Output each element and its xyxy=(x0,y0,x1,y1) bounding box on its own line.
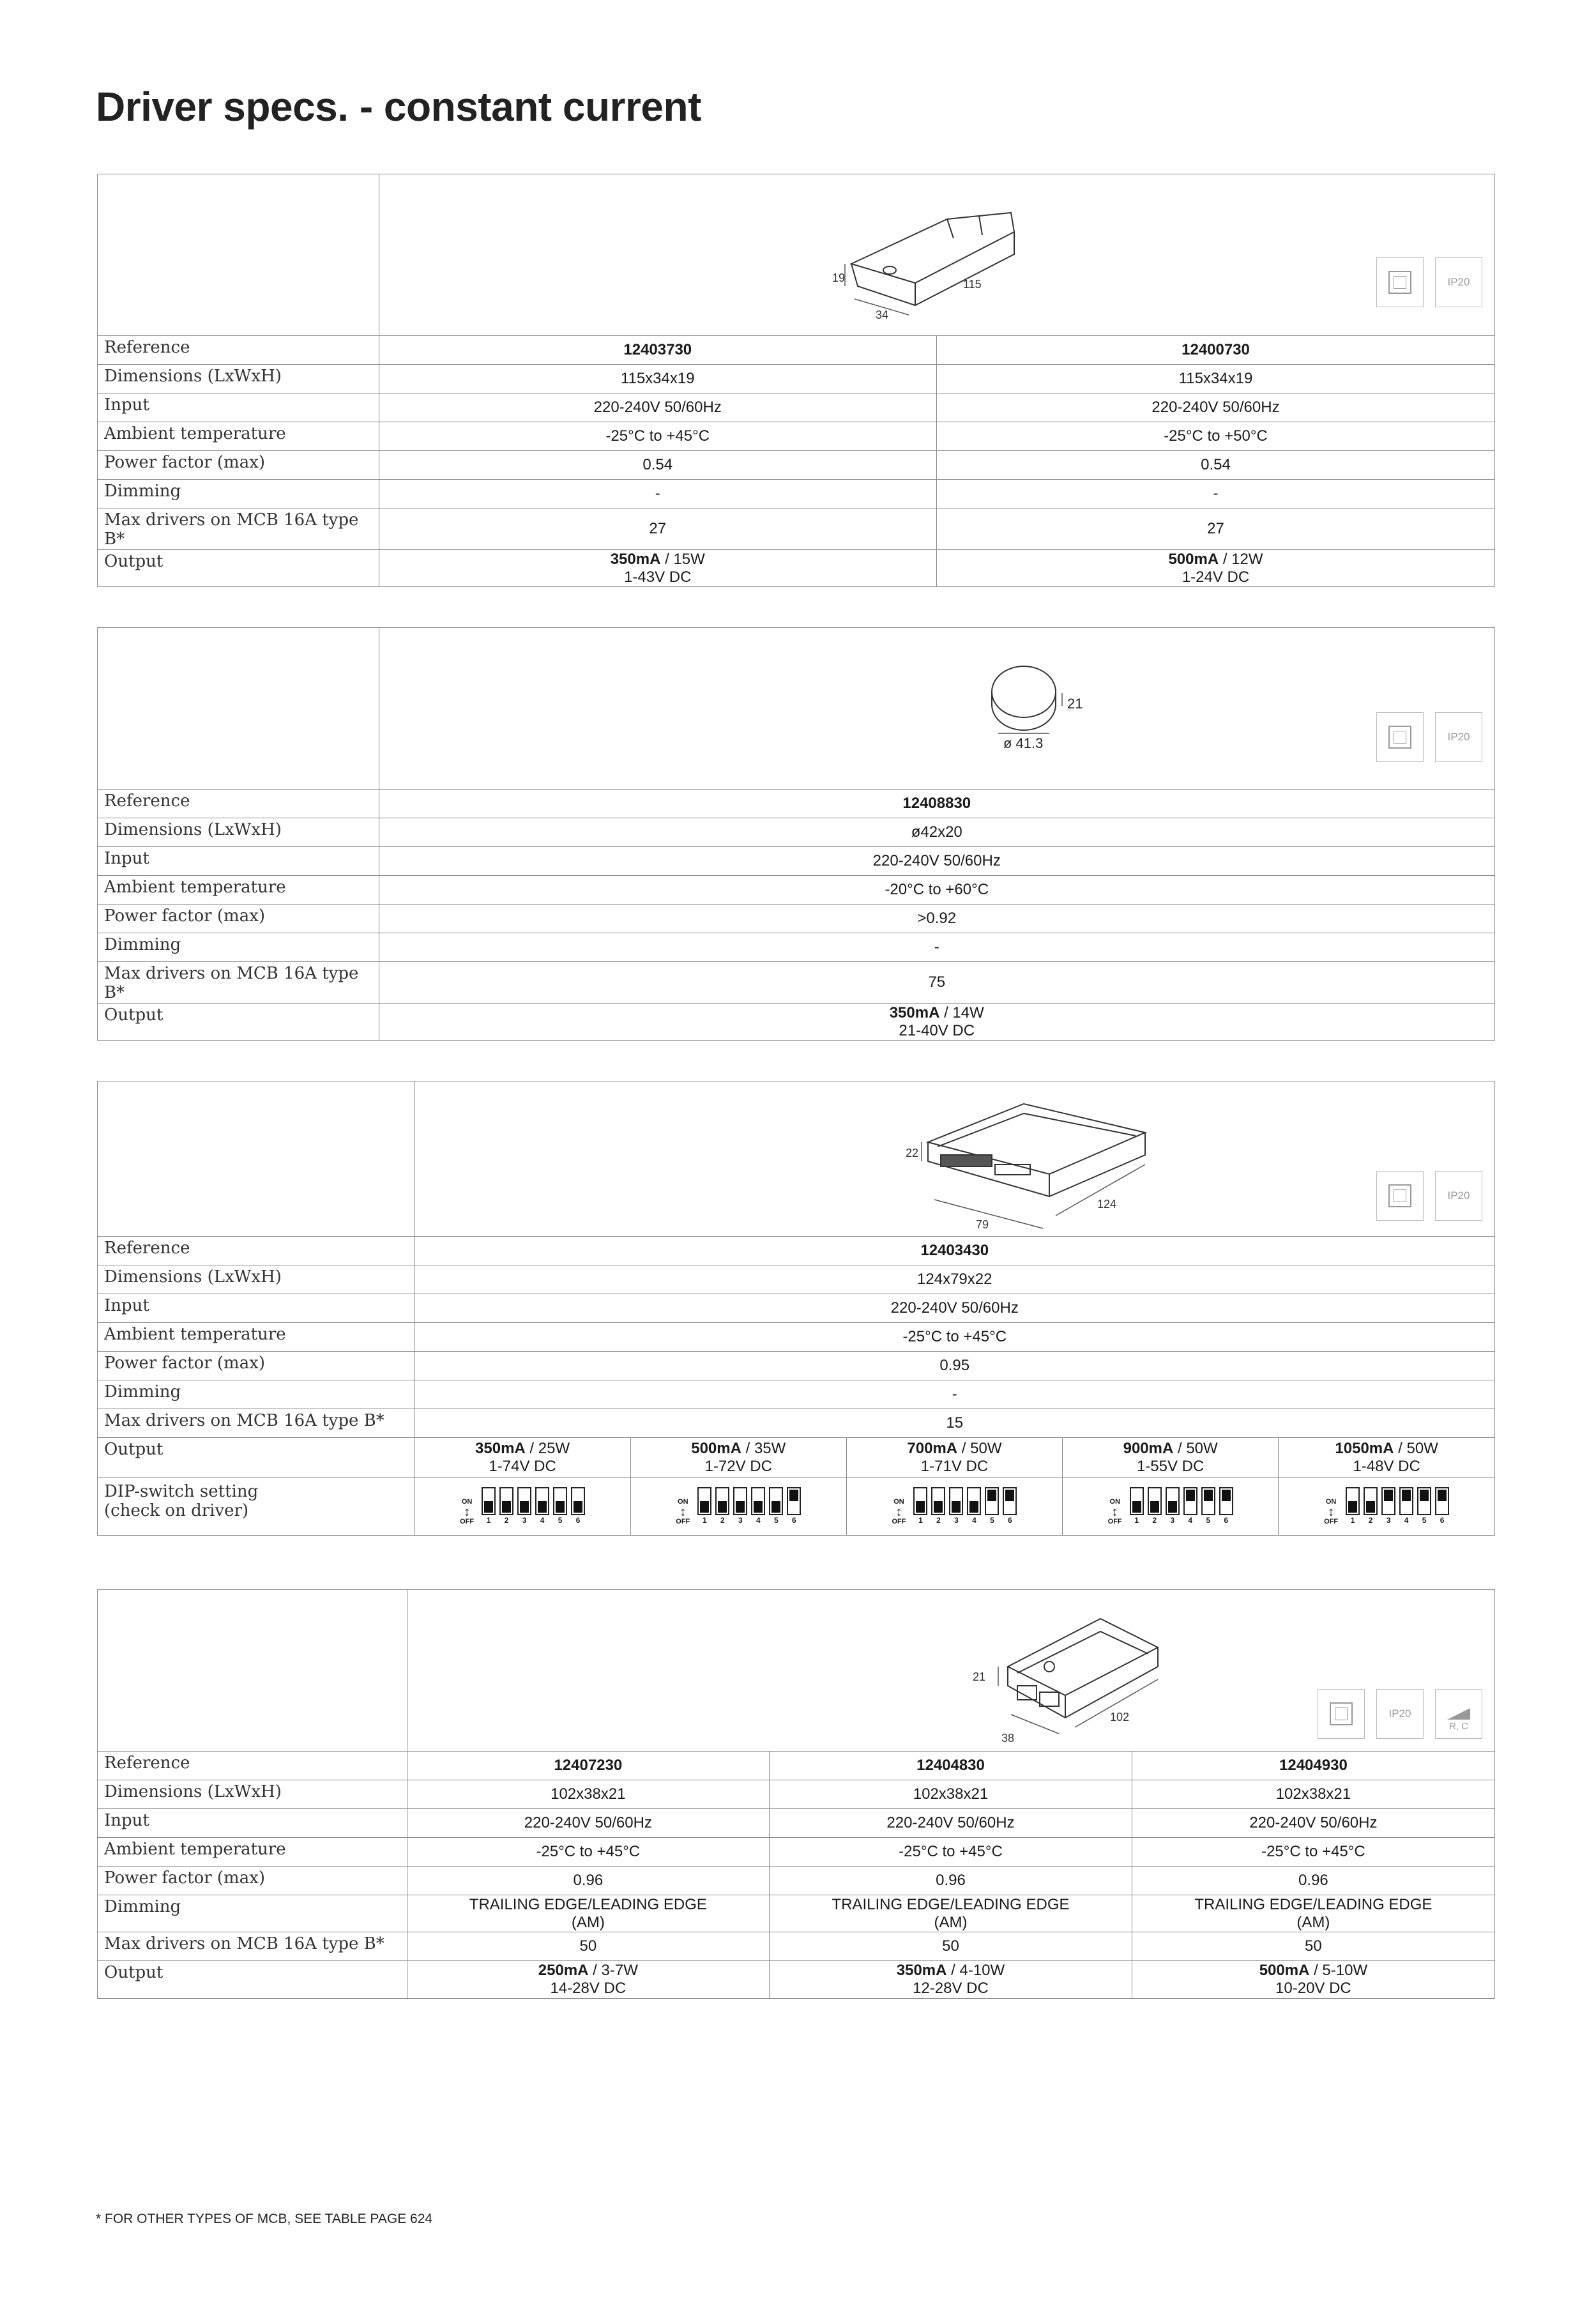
dip-switch-number: 5 xyxy=(1422,1515,1427,1525)
dip-switch-diagram xyxy=(1279,1487,1494,1525)
dip-knob-on xyxy=(1438,1490,1447,1501)
dip-switch-number: 1 xyxy=(918,1515,923,1525)
table-row: Max drivers on MCB 16A type B* 27 27 xyxy=(98,508,1494,550)
driver-drawing-box xyxy=(832,1094,1164,1235)
table-row: Power factor (max) >0.92 xyxy=(98,905,1494,933)
dip-knob-off xyxy=(934,1501,943,1513)
dip-knob-off xyxy=(574,1501,582,1513)
table-row: Dimensions (LxWxH) 102x38x21 102x38x21 102x38x21 xyxy=(98,1780,1494,1809)
table-row: Input 220-240V 50/60Hz 220-240V 50/60Hz 220-240V 50/60Hz xyxy=(98,1809,1494,1838)
dip-switch xyxy=(1219,1487,1233,1525)
dip-knob-on xyxy=(1384,1490,1393,1501)
table-row: Reference 12403430 xyxy=(98,1237,1494,1265)
off-label: OFF xyxy=(892,1517,906,1525)
table-row: Input 220-240V 50/60Hz 220-240V 50/60Hz xyxy=(98,393,1494,422)
dip-switch xyxy=(553,1487,567,1525)
spec-block-1 xyxy=(97,174,1495,587)
dip-switch xyxy=(1381,1487,1395,1525)
dip-switch-number: 6 xyxy=(575,1515,581,1525)
table-row: Reference 12403730 12400730 xyxy=(98,336,1494,365)
badge-group xyxy=(1376,1171,1482,1221)
class-ii-icon xyxy=(1376,257,1424,307)
dip-knob-off xyxy=(754,1501,763,1513)
dip-knob-off xyxy=(700,1501,709,1513)
dip-switch xyxy=(949,1487,963,1525)
dip-knob-off xyxy=(718,1501,727,1513)
table-row: Dimming - xyxy=(98,933,1494,962)
dip-knob-off xyxy=(952,1501,961,1513)
table-row: Dimensions (LxWxH) 115x34x19 115x34x19 xyxy=(98,365,1494,393)
spec-table-1 xyxy=(98,336,1494,586)
dip-knob-off xyxy=(916,1501,925,1513)
table-row: Input 220-240V 50/60Hz xyxy=(98,1294,1494,1323)
table-row: Output 350mA / 25W 1-74V DC 500mA / 35W 1-72V DC 700mA / 50W 1-71V DC 900mA / 50W 1-55V DC 1050mA / 50W 1-48V DC xyxy=(98,1438,1494,1478)
dip-switch-number: 3 xyxy=(738,1515,743,1525)
on-label: ON xyxy=(461,1497,473,1506)
dim-h-label: 21 xyxy=(1067,696,1083,712)
ip20-badge: IP20 xyxy=(1376,1689,1424,1739)
dip-switch-diagram xyxy=(847,1487,1062,1525)
dip-knob-on xyxy=(1204,1490,1213,1501)
class-ii-icon xyxy=(1318,1689,1365,1739)
dip-switch xyxy=(1435,1487,1449,1525)
dip-switch xyxy=(1003,1487,1017,1525)
dip-switch xyxy=(517,1487,531,1525)
dim-w-label: 34 xyxy=(876,309,889,321)
dip-switch-number: 2 xyxy=(720,1515,725,1525)
image-row xyxy=(98,1081,1494,1237)
on-label: ON xyxy=(1109,1497,1120,1506)
dip-switch xyxy=(1399,1487,1413,1525)
dip-switch-number: 4 xyxy=(756,1515,761,1525)
dim-l-label: 124 xyxy=(1097,1198,1117,1211)
table-row: Dimming - - xyxy=(98,480,1494,508)
table-row: Max drivers on MCB 16A type B* 75 xyxy=(98,962,1494,1004)
spec-block-3 xyxy=(97,1081,1495,1536)
dip-switch xyxy=(1166,1487,1180,1525)
driver-drawing-linear xyxy=(819,194,1126,321)
page-title: Driver specs. - constant current xyxy=(96,84,701,130)
dip-knob-off xyxy=(502,1501,511,1513)
dip-switch-number: 2 xyxy=(1152,1515,1157,1525)
dip-switch xyxy=(499,1487,513,1525)
dim-l-label: 102 xyxy=(1110,1711,1130,1723)
dip-switch-number: 6 xyxy=(1008,1515,1012,1525)
table-row: Dimensions (LxWxH) ø42x20 xyxy=(98,818,1494,847)
dip-knob-off xyxy=(969,1501,978,1513)
dip-switch-number: 6 xyxy=(1224,1515,1228,1525)
dim-h-label: 22 xyxy=(906,1147,919,1159)
dip-switch-number: 1 xyxy=(702,1515,707,1525)
table-row: Ambient temperature -20°C to +60°C xyxy=(98,876,1494,905)
dim-w-label: 38 xyxy=(1001,1732,1015,1745)
updown-arrow-icon: ↕ xyxy=(1111,1504,1118,1519)
dip-switch-diagram xyxy=(415,1487,630,1525)
dip-switch-number: 1 xyxy=(486,1515,491,1525)
dim-l-label: 115 xyxy=(963,278,982,291)
dip-knob-off xyxy=(1348,1501,1357,1513)
dimming-ramp-icon xyxy=(1446,1707,1471,1721)
dip-switch xyxy=(1364,1487,1378,1525)
dip-knob-off xyxy=(556,1501,565,1513)
dip-knob-on xyxy=(1420,1490,1429,1501)
dip-switch xyxy=(931,1487,945,1525)
dip-switch xyxy=(1201,1487,1215,1525)
ip20-badge: IP20 xyxy=(1435,257,1482,307)
dip-switch xyxy=(482,1487,496,1525)
table-row: Dimming TRAILING EDGE/LEADING EDGE (AM) TRAILING EDGE/LEADING EDGE (AM) TRAILING EDGE/LEADING EDGE (AM) xyxy=(98,1895,1494,1932)
dim-h-label: 19 xyxy=(832,271,846,284)
dip-knob-on xyxy=(1222,1490,1231,1501)
dip-switch xyxy=(1130,1487,1144,1525)
badge-group xyxy=(1376,712,1482,762)
dip-switch-number: 4 xyxy=(1404,1515,1409,1525)
table-row: DIP-switch setting (check on driver) ON ↕ OFF 1 2 3 4 5 6 ON ↕ OFF 1 2 3 4 5 6 ON ↕ OFF 1 2 3 4 5 6 ON ↕ OFF 1 2 3 4 5 6 ON ↕ OFF 1 2 3 4 5 6 xyxy=(98,1478,1494,1535)
dip-switch xyxy=(571,1487,585,1525)
updown-arrow-icon: ↕ xyxy=(680,1504,687,1519)
dip-knob-on xyxy=(1186,1490,1195,1501)
dip-switch-number: 1 xyxy=(1134,1515,1139,1525)
dip-switch-number: 4 xyxy=(972,1515,977,1525)
dip-switch xyxy=(535,1487,549,1525)
dip-switch-number: 3 xyxy=(1386,1515,1391,1525)
dip-knob-off xyxy=(1366,1501,1375,1513)
dip-switch xyxy=(715,1487,729,1525)
dip-knob-on xyxy=(1005,1490,1014,1501)
ip20-badge: IP20 xyxy=(1435,712,1482,762)
dip-switch-number: 3 xyxy=(954,1515,959,1525)
dip-switch-number: 6 xyxy=(1440,1515,1445,1525)
spec-table-2 xyxy=(98,790,1494,1040)
image-row xyxy=(98,628,1494,790)
dip-switch xyxy=(751,1487,765,1525)
updown-arrow-icon: ↕ xyxy=(464,1504,471,1519)
table-row: Power factor (max) 0.95 xyxy=(98,1352,1494,1380)
dip-switch-number: 4 xyxy=(1188,1515,1192,1525)
dim-w-label: 79 xyxy=(976,1218,989,1231)
dip-switch-number: 5 xyxy=(990,1515,994,1525)
dip-switch xyxy=(1183,1487,1197,1525)
table-row: Output 350mA / 15W 1-43V DC 500mA / 12W 1-24V DC xyxy=(98,549,1494,586)
dip-switch-number: 4 xyxy=(540,1515,545,1525)
table-row: Ambient temperature -25°C to +45°C -25°C to +50°C xyxy=(98,422,1494,451)
badge-group xyxy=(1318,1689,1482,1739)
dip-switch xyxy=(913,1487,927,1525)
dim-d-label: ø 41.3 xyxy=(1003,735,1044,749)
dip-switch xyxy=(1417,1487,1431,1525)
dip-switch xyxy=(697,1487,711,1525)
dip-switch-number: 5 xyxy=(1206,1515,1210,1525)
dimmable-badge: R, C xyxy=(1435,1689,1482,1739)
off-label: OFF xyxy=(676,1517,690,1525)
table-row: Reference 12407230 12404830 12404930 xyxy=(98,1752,1494,1780)
badge-group xyxy=(1376,257,1482,307)
dip-switch xyxy=(733,1487,747,1525)
dip-switch-number: 2 xyxy=(504,1515,509,1525)
on-label: ON xyxy=(678,1497,688,1506)
table-row: Power factor (max) 0.96 0.96 0.96 xyxy=(98,1867,1494,1895)
dip-switch-diagram xyxy=(631,1487,846,1525)
dip-knob-off xyxy=(736,1501,745,1513)
dip-switch xyxy=(967,1487,981,1525)
table-row: Output 250mA / 3-7W 14-28V DC 350mA / 4-10W 12-28V DC 500mA / 5-10W 10-20V DC xyxy=(98,1961,1494,1998)
off-label: OFF xyxy=(460,1517,475,1525)
off-label: OFF xyxy=(1107,1517,1122,1525)
spec-table-3 xyxy=(98,1237,1494,1535)
table-row: Reference 12408830 xyxy=(98,790,1494,818)
off-label: OFF xyxy=(1324,1517,1339,1525)
dip-knob-off xyxy=(520,1501,529,1513)
class-ii-icon xyxy=(1376,712,1424,762)
table-row: Ambient temperature -25°C to +45°C -25°C to +45°C -25°C to +45°C xyxy=(98,1838,1494,1867)
dip-knob-on xyxy=(789,1490,798,1501)
updown-arrow-icon: ↕ xyxy=(1328,1504,1335,1519)
dip-switch xyxy=(1148,1487,1162,1525)
dip-switch xyxy=(1346,1487,1360,1525)
dip-switch-number: 1 xyxy=(1350,1515,1355,1525)
class-ii-icon xyxy=(1376,1171,1424,1221)
dip-knob-on xyxy=(987,1490,996,1501)
dip-switch-number: 6 xyxy=(791,1515,796,1525)
dip-switch-diagram xyxy=(1063,1487,1278,1525)
updown-arrow-icon: ↕ xyxy=(895,1504,902,1519)
table-row: Output 350mA / 14W 21-40V DC xyxy=(98,1003,1494,1040)
dip-knob-off xyxy=(1150,1501,1159,1513)
spec-block-2 xyxy=(97,627,1495,1041)
dip-switch-number: 2 xyxy=(936,1515,941,1525)
dip-switch-number: 3 xyxy=(522,1515,527,1525)
on-label: ON xyxy=(1325,1497,1337,1506)
table-row: Max drivers on MCB 16A type B* 15 xyxy=(98,1409,1494,1438)
driver-drawing-round xyxy=(979,653,1107,749)
dip-switch xyxy=(769,1487,783,1525)
dip-knob-off xyxy=(538,1501,547,1513)
dip-switch-number: 2 xyxy=(1368,1515,1373,1525)
dip-switch xyxy=(985,1487,999,1525)
dip-knob-off xyxy=(1168,1501,1177,1513)
image-row xyxy=(98,174,1494,336)
table-row: Dimensions (LxWxH) 124x79x22 xyxy=(98,1265,1494,1294)
dip-knob-off xyxy=(484,1501,493,1513)
table-row: Ambient temperature -25°C to +45°C xyxy=(98,1323,1494,1352)
dip-switch-number: 5 xyxy=(773,1515,779,1525)
footnote: * FOR OTHER TYPES OF MCB, SEE TABLE PAGE 624 xyxy=(96,2211,433,2226)
table-row: Dimming - xyxy=(98,1380,1494,1409)
image-row xyxy=(98,1590,1494,1752)
ip20-badge: IP20 xyxy=(1435,1171,1482,1221)
spec-table-4 xyxy=(98,1752,1494,1998)
table-row: Power factor (max) 0.54 0.54 xyxy=(98,451,1494,480)
table-row: Input 220-240V 50/60Hz xyxy=(98,847,1494,876)
dim-h-label: 21 xyxy=(973,1670,986,1683)
dip-knob-off xyxy=(1132,1501,1141,1513)
dip-switch-number: 3 xyxy=(1170,1515,1174,1525)
table-row: Max drivers on MCB 16A type B* 50 50 50 xyxy=(98,1932,1494,1961)
dip-switch-number: 5 xyxy=(558,1515,563,1525)
dip-knob-off xyxy=(771,1501,780,1513)
driver-drawing-compact xyxy=(954,1603,1171,1750)
dip-switch xyxy=(787,1487,801,1525)
on-label: ON xyxy=(893,1497,904,1506)
spec-block-4 xyxy=(97,1589,1495,1999)
dip-knob-on xyxy=(1402,1490,1411,1501)
